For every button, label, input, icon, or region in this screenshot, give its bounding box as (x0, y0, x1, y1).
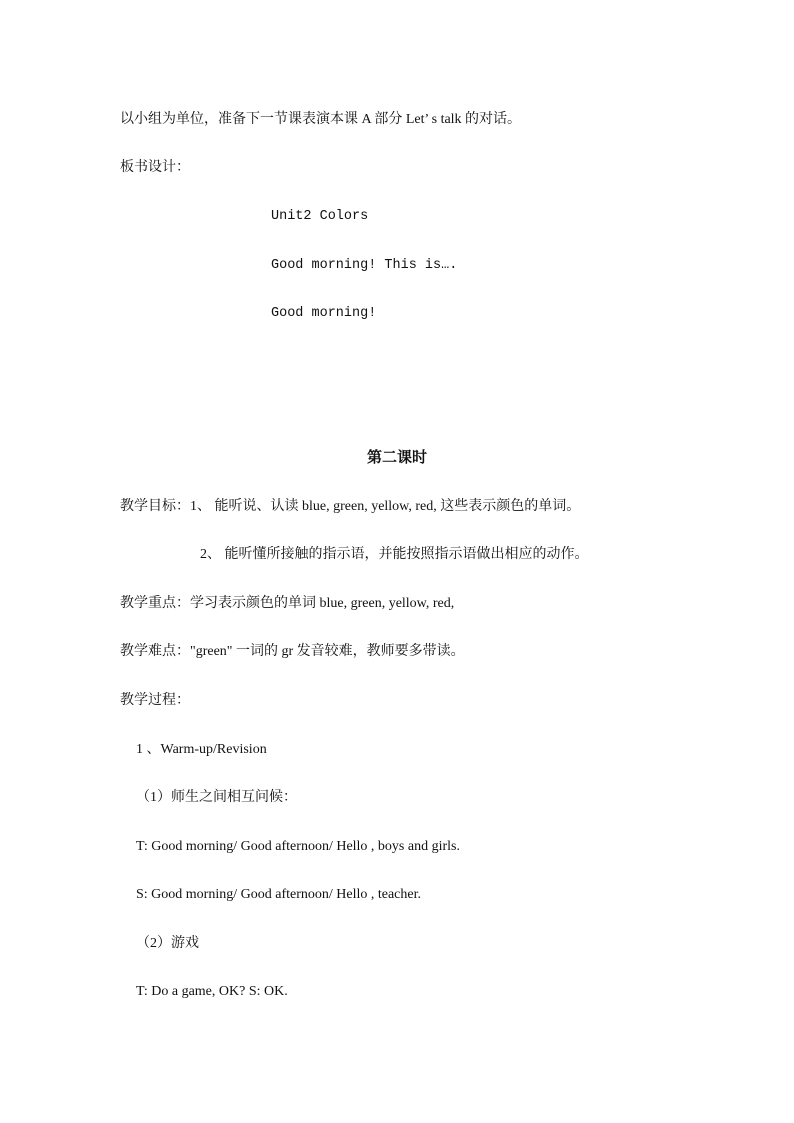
step-1: 1 、Warm-up/Revision (136, 742, 267, 757)
goal-2: 2、 能听懂所接触的指示语，并能按照指示语做出相应的动作。 (200, 547, 589, 562)
difficulty: 教学难点："green" 一词的 gr 发音较难，教师要多带读。 (120, 644, 465, 659)
lesson-title: 第二课时 (366, 450, 427, 466)
board-line-title: Unit2 Colors (271, 209, 369, 224)
sub-step-2: （2）游戏 (136, 936, 199, 951)
sub-step-1: （1）师生之间相互问候： (136, 790, 297, 805)
board-line-greeting: Good morning! This is…. (271, 258, 458, 273)
prep-paragraph: 以小组为单位，准备下一节课表演本课 A 部分 Let’ s talk 的对话。 (120, 112, 522, 127)
key-point: 教学重点：学习表示颜色的单词 blue, green, yellow, red, (120, 596, 455, 611)
game-line: T: Do a game, OK? S: OK. (136, 984, 288, 999)
process-label: 教学过程： (120, 693, 190, 708)
teacher-line: T: Good morning/ Good afternoon/ Hello , boys and girls. (136, 839, 460, 854)
board-line-reply: Good morning! (271, 306, 377, 321)
board-label: 板书设计： (120, 160, 190, 175)
student-line: S: Good morning/ Good afternoon/ Hello , teacher. (136, 887, 421, 902)
goal-1: 教学目标：1、 能听说、认读 blue, green, yellow, red, 这些表示颜色的单词。 (120, 499, 581, 514)
